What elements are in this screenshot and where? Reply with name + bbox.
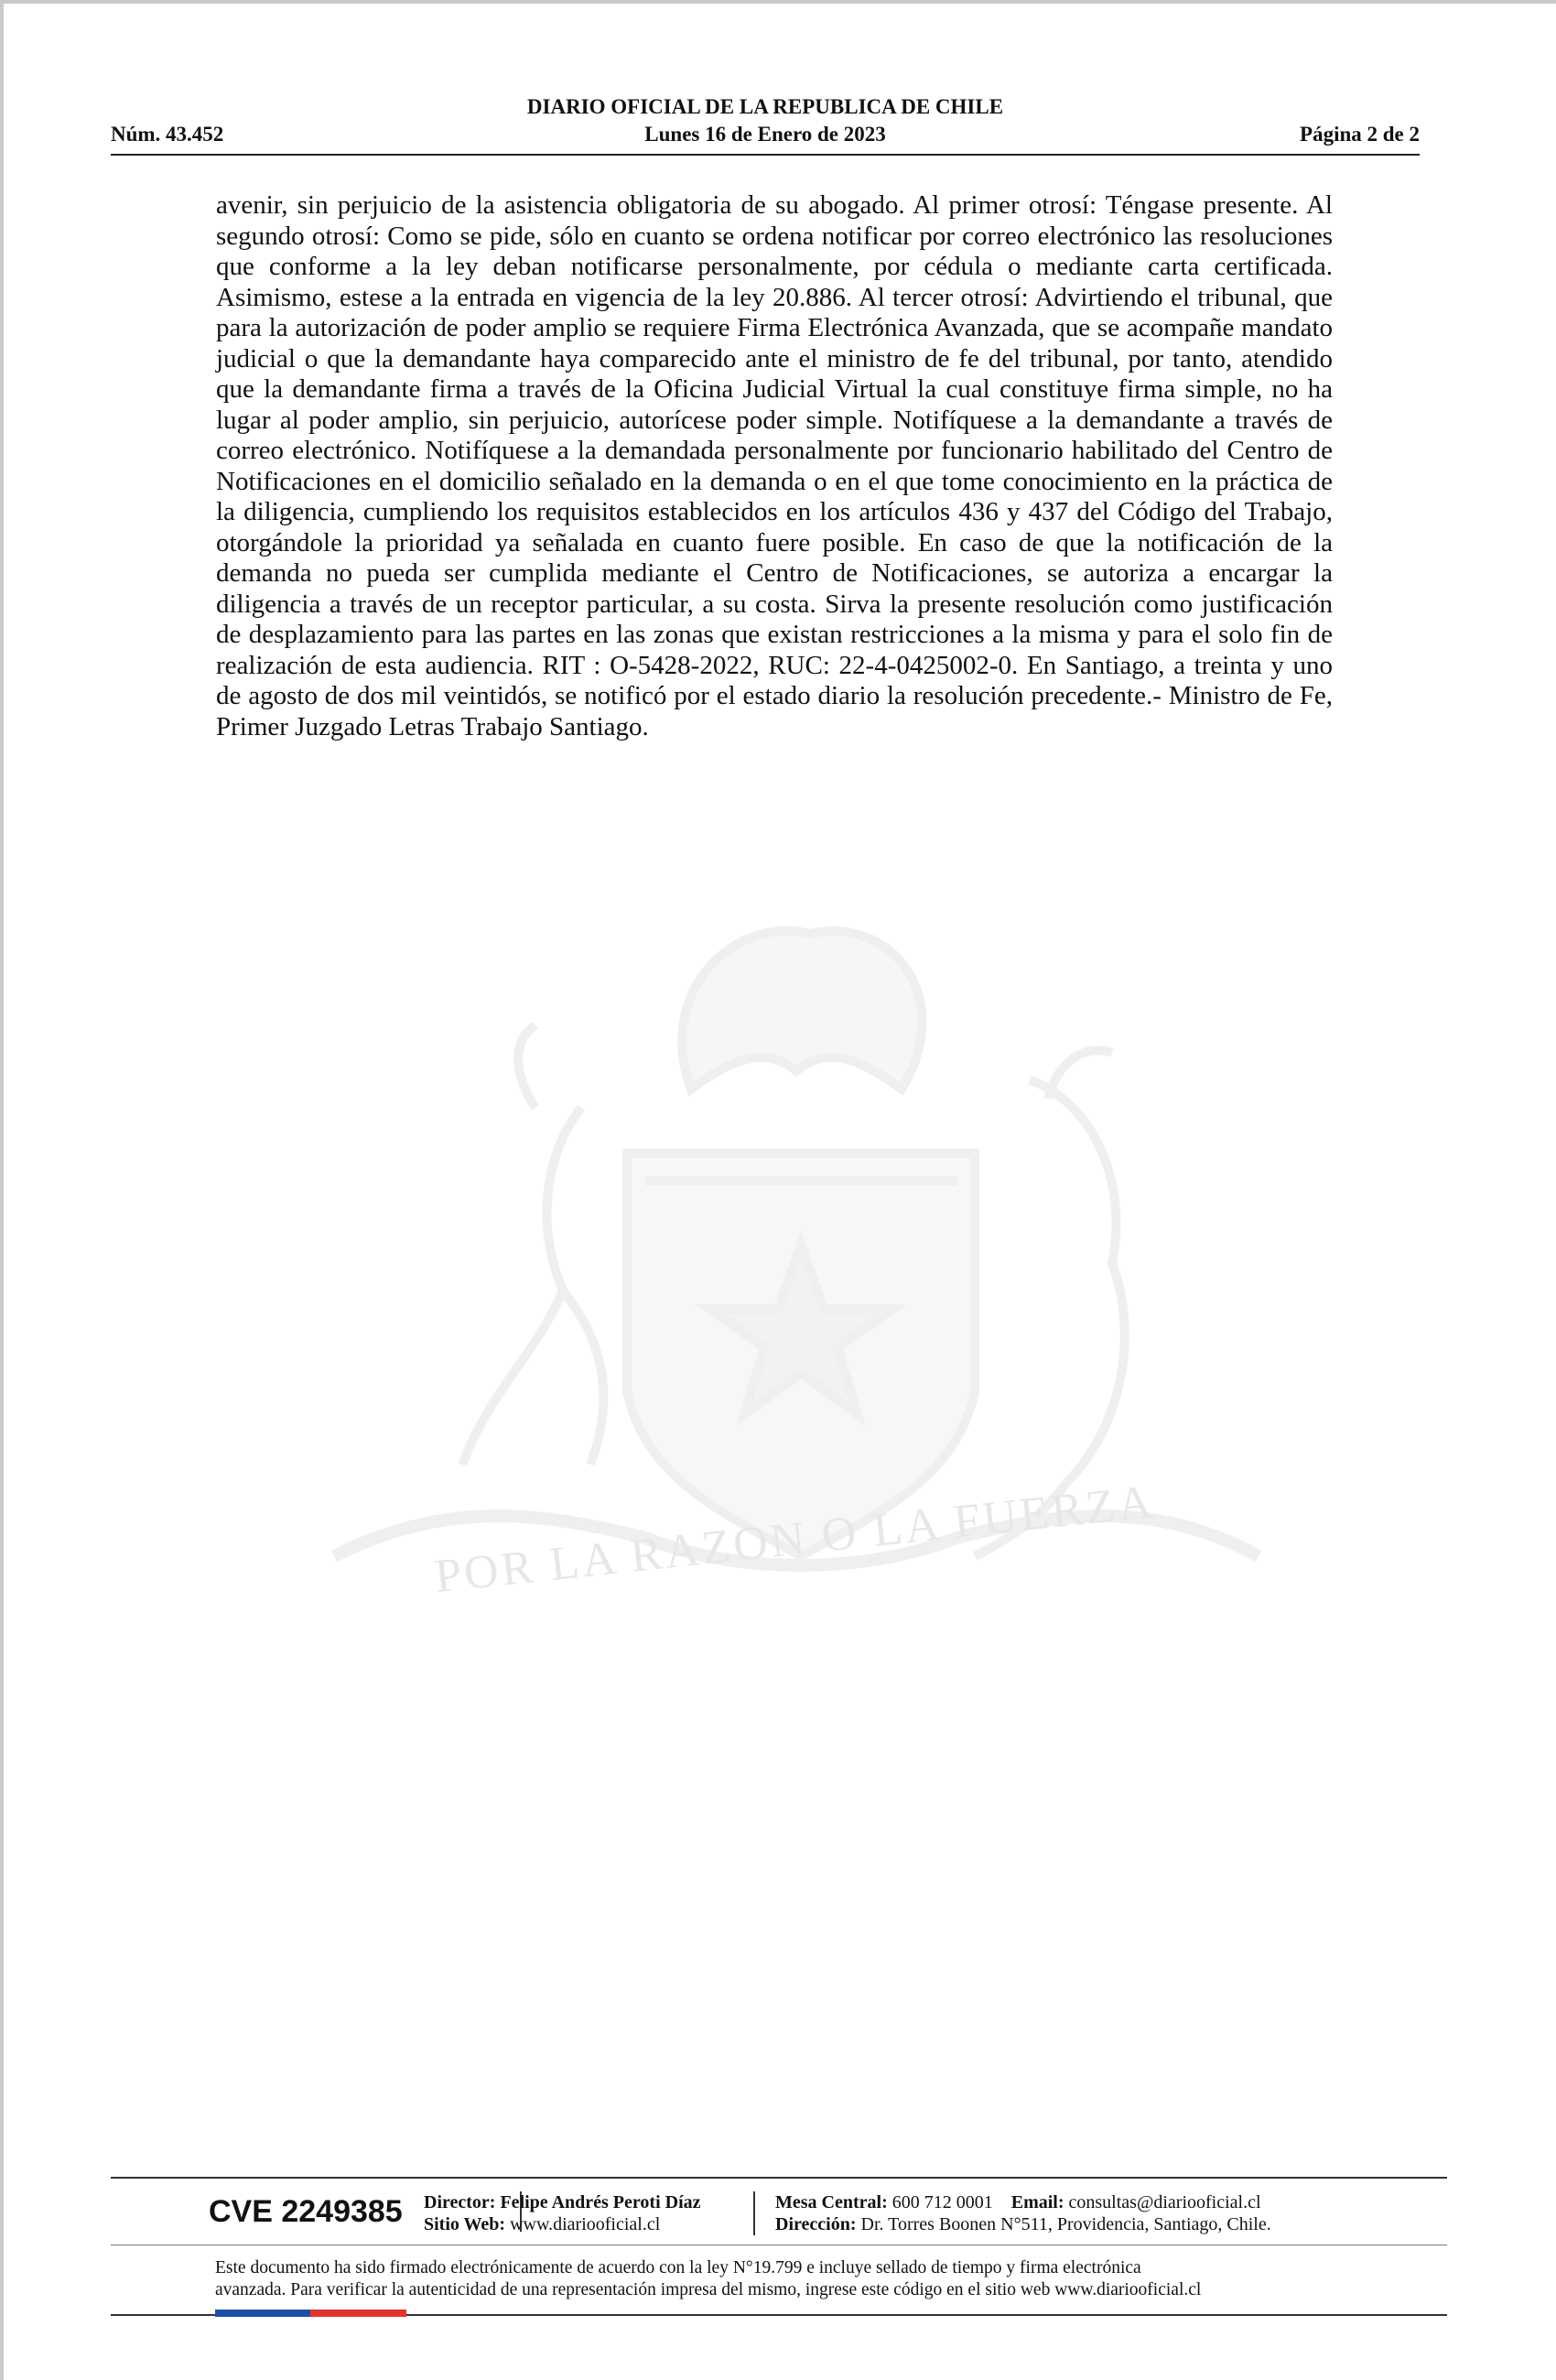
signature-note <box>215 2257 1336 2301</box>
page-indicator: Página 2 de 2 <box>1300 123 1420 146</box>
email-link[interactable]: consultas@diariooficial.cl <box>1068 2192 1261 2212</box>
director-label: Director: <box>424 2192 496 2212</box>
signature-note-line-1: Este documento ha sido firmado electrónicamente de acuerdo con la ley N°19.799 e incluye sellado de tiempo y firma electrónica <box>215 2258 1141 2277</box>
flag-stripe-blue <box>215 2310 310 2317</box>
resolution-text: avenir, sin perjuicio de la asistencia obligatoria de su abogado. Al primer otrosí: Téngase presente. Al segundo otrosí: Como se pide, sólo en cuanto se ordena notificar por correo electrónico las resoluciones que conforme a la ley deban notificarse personalmente, por cédula o mediante carta certificada. Asimismo, estese a la entrada en vigencia de la ley 20.886. Al tercer otrosí: Advirtiendo el tribunal, que para la autorización de poder amplio se requiere Firma Electrónica Avanzada, que se acompañe mandato judicial o que la demandante haya comparecido ante el ministro de fe del tribunal, por tanto, atendido que la demandante firma a través de la Oficina Judicial Virtual la cual constituye firma simple, no ha lugar al poder amplio, sin perjuicio, autorícese poder simple. Notifíquese a la demandante a través de correo electrónico. Notifíquese a la demandada personalmente por funcionario habilitado del Centro de Notificaciones en el domicilio señalado en la demanda o en el que tome conocimiento en la práctica de la diligencia, cumpliendo los requisitos establecidos en los artículos 436 y 437 del Código del Trabajo, otorgándole la prioridad ya señalada en cuanto fuere posible. En caso de que la notificación de la demanda no pueda ser cumplida mediante el Centro de Notificaciones, se autoriza a encargar la diligencia a través de un receptor particular, a su costa. Sirva la presente resolución como justificación de desplazamiento para las partes en las zonas que existan restricciones a la misma y para el solo fin de realización de esta audiencia. RIT : O-5428-2022, RUC: 22-4-0425002-0. En Santiago, a treinta y uno de agosto de dos mil veintidós, se notificó por el estado diario la resolución precedente.- Ministro de Fe, Primer Juzgado Letras Trabajo Santiago. <box>216 190 1333 741</box>
issue-number: Núm. 43.452 <box>111 123 224 146</box>
address-value: Dr. Torres Boonen N°511, Providencia, Santiago, Chile. <box>860 2214 1271 2234</box>
watermark-motto: POR LA RAZON O LA FUERZA <box>432 1475 1158 1604</box>
website-link[interactable]: www.diariooficial.cl <box>510 2214 661 2234</box>
mesa-central-label: Mesa Central: <box>775 2192 888 2212</box>
director-name: Felipe Andrés Peroti Díaz <box>500 2192 701 2212</box>
mesa-central-phone: 600 712 0001 <box>891 2192 993 2212</box>
page-header <box>111 95 1420 156</box>
cve-code: CVE 2249385 <box>209 2191 522 2232</box>
footer-director-block <box>424 2191 755 2235</box>
website-label: Sitio Web: <box>424 2214 506 2234</box>
signature-note-line-2: avanzada. Para verificar la autenticidad de una representación impresa del mismo, ingrese este código en el sitio web www.diariooficial.cl <box>215 2280 1202 2299</box>
page-footer <box>111 2177 1447 2311</box>
coat-of-arms-watermark <box>261 879 1332 1666</box>
address-label: Dirección: <box>775 2214 857 2234</box>
footer-contact-block <box>775 2191 1453 2235</box>
issue-date: Lunes 16 de Enero de 2023 <box>644 123 886 146</box>
flag-stripe-red <box>310 2310 406 2317</box>
email-label: Email: <box>1010 2192 1064 2212</box>
publication-title: DIARIO OFICIAL DE LA REPUBLICA DE CHILE <box>526 95 1004 118</box>
